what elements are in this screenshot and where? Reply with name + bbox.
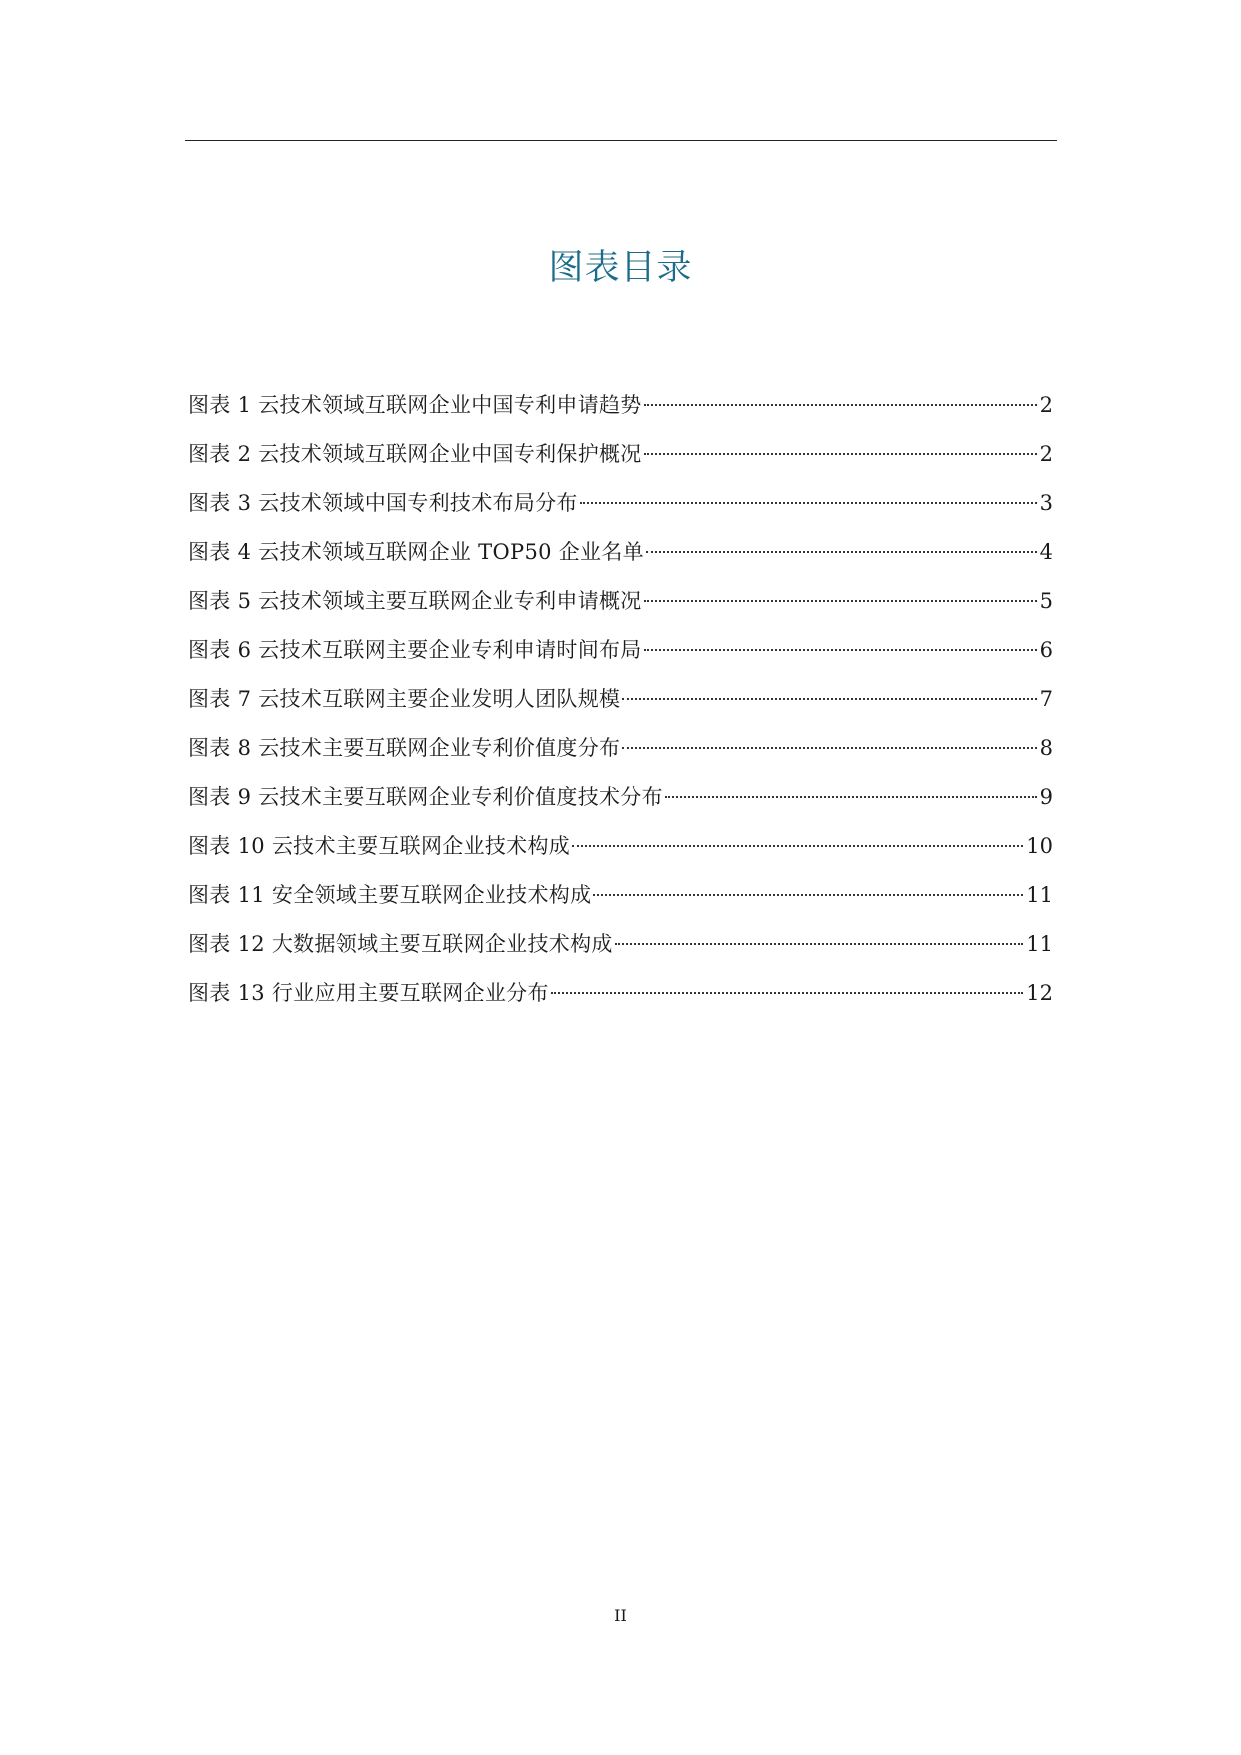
- toc-entry[interactable]: [188, 773, 1053, 822]
- toc-entry-page: 4: [1039, 540, 1053, 564]
- toc-entry[interactable]: [188, 381, 1053, 430]
- toc-entry-page: 7: [1039, 687, 1053, 711]
- toc-entry[interactable]: [188, 430, 1053, 479]
- dot-leader: [593, 894, 1023, 896]
- toc-entry-page: 8: [1039, 736, 1053, 760]
- dot-leader: [644, 453, 1037, 455]
- toc-entry-page: 11: [1026, 932, 1053, 956]
- toc-entry-label: 图表 9 云技术主要互联网企业专利价值度技术分布: [188, 785, 663, 809]
- toc-entry[interactable]: [188, 969, 1053, 1018]
- toc-entry-label: 图表 2 云技术领域互联网企业中国专利保护概况: [188, 442, 642, 466]
- toc-entry-label: 图表 7 云技术互联网主要企业发明人团队规模: [188, 687, 621, 711]
- toc-entry-page: 10: [1026, 834, 1053, 858]
- dot-leader: [644, 600, 1037, 602]
- toc-entry-label: 图表 4 云技术领域互联网企业 TOP50 企业名单: [188, 540, 644, 564]
- dot-leader: [644, 649, 1037, 651]
- toc-entry-page: 2: [1039, 393, 1053, 417]
- toc-entry-page: 2: [1039, 442, 1053, 466]
- toc-entry-page: 6: [1039, 638, 1053, 662]
- dot-leader: [622, 698, 1036, 700]
- page-number: II: [614, 1606, 627, 1625]
- toc-entry[interactable]: [188, 675, 1053, 724]
- figure-table-of-contents: [188, 381, 1053, 1018]
- toc-entry-label: 图表 12 大数据领域主要互联网企业技术构成: [188, 932, 613, 956]
- toc-entry-label: 图表 3 云技术领域中国专利技术布局分布: [188, 491, 578, 515]
- toc-entry-page: 5: [1039, 589, 1053, 613]
- toc-entry-label: 图表 5 云技术领域主要互联网企业专利申请概况: [188, 589, 642, 613]
- toc-entry-label: 图表 11 安全领域主要互联网企业技术构成: [188, 883, 592, 907]
- toc-entry-page: 3: [1039, 491, 1053, 515]
- dot-leader: [551, 992, 1023, 994]
- toc-entry-page: 11: [1026, 883, 1053, 907]
- dot-leader: [646, 551, 1037, 553]
- header-rule: [185, 140, 1057, 141]
- toc-entry[interactable]: [188, 528, 1053, 577]
- toc-entry[interactable]: [188, 871, 1053, 920]
- toc-entry-label: 图表 10 云技术主要互联网企业技术构成: [188, 834, 571, 858]
- toc-entry-page: 12: [1026, 981, 1053, 1005]
- toc-entry[interactable]: [188, 577, 1053, 626]
- toc-entry-label: 图表 8 云技术主要互联网企业专利价值度分布: [188, 736, 621, 760]
- toc-entry-label: 图表 1 云技术领域互联网企业中国专利申请趋势: [188, 393, 642, 417]
- dot-leader: [572, 845, 1023, 847]
- dot-leader: [665, 796, 1037, 798]
- toc-entry[interactable]: [188, 626, 1053, 675]
- toc-entry-label: 图表 6 云技术互联网主要企业专利申请时间布局: [188, 638, 642, 662]
- page-title: 图表目录: [548, 248, 693, 288]
- dot-leader: [580, 502, 1037, 504]
- dot-leader: [644, 404, 1037, 406]
- toc-entry-label: 图表 13 行业应用主要互联网企业分布: [188, 981, 549, 1005]
- toc-entry-page: 9: [1039, 785, 1053, 809]
- toc-entry[interactable]: [188, 920, 1053, 969]
- dot-leader: [615, 943, 1024, 945]
- dot-leader: [622, 747, 1036, 749]
- toc-entry[interactable]: [188, 822, 1053, 871]
- toc-entry[interactable]: [188, 724, 1053, 773]
- toc-entry[interactable]: [188, 479, 1053, 528]
